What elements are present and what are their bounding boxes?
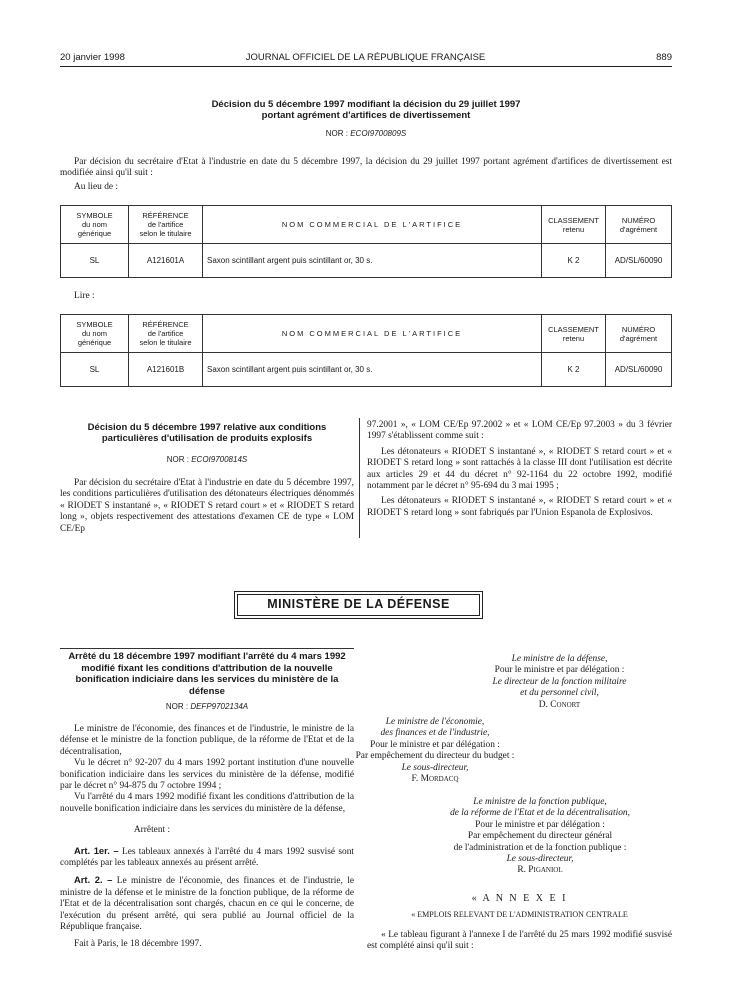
decision2-title: Décision du 5 décembre 1997 relative aux conditions particulières d'utilisation de produits explosifs xyxy=(87,422,327,444)
arrete-nor: NOR : DEFP9702134A xyxy=(165,702,249,711)
header-date: 20 janvier 1998 xyxy=(60,52,125,63)
th-nom: NOM COMMERCIAL DE L'ARTIFICE xyxy=(203,206,542,244)
signature-fonction-publique: Le ministre de la fonction publique, de la réforme de l'Etat et de la décentralisation, Pour le ministre et par délégation : Par empêchement du directeur général de l'administration et de la fonction publique : Le sous-directeur, R. Piganiol xyxy=(450,797,630,876)
th-reference: RÉFÉRENCE de l'artifice selon le titulaire xyxy=(129,206,203,244)
table-after: SYMBOLE du nom générique RÉFÉRENCE de l'artifice selon le titulaire NOM COMMERCIAL DE L'ARTIFICE CLASSEMENT retenu NUMÉRO d'agrément SL A121601B Saxon scintillant argent puis scintillant or, 30 s. K 2 AD/SL/60090 xyxy=(60,314,672,387)
annexe-title: « A N N E X E I xyxy=(471,893,568,904)
table-row: SL A121601A Saxon scintillant argent puis scintillant or, 30 s. K 2 AD/SL/60090 xyxy=(61,244,672,278)
arrete-title: Arrêté du 18 décembre 1997 modifiant l'arrêté du 4 mars 1992 modifié fixant les conditions d'attribution de la nouvelle bonification indiciaire dans les services du ministère de la défense xyxy=(68,651,346,697)
lire: Lire : xyxy=(74,291,95,301)
annexe-subtitle: « EMPLOIS RELEVANT DE L'ADMINISTRATION CENTRALE xyxy=(411,910,628,919)
arrete-rule xyxy=(60,648,354,649)
table-before xyxy=(60,205,672,278)
journal-title: JOURNAL OFFICIEL DE LA RÉPUBLIQUE FRANÇAISE xyxy=(245,52,486,63)
ministry-heading: MINISTÈRE DE LA DÉFENSE xyxy=(237,594,480,616)
column-divider xyxy=(359,418,360,538)
signature-economie: Le ministre de l'économie, des finances et de l'industrie, Pour le ministre et par délégation : Par empêchement du directeur du budget : Le sous-directeur, F. Mordacq xyxy=(355,717,515,785)
decision1-title: Décision du 5 décembre 1997 modifiant la décision du 29 juillet 1997 portant agrément d'artifices de divertissement xyxy=(211,99,521,121)
th-classement: CLASSEMENT retenu xyxy=(542,206,606,244)
decision2-right: 97.2001 », « LOM CE/Ep 97.2002 » et « LOM CE/Ep 97.2003 » du 3 février 1997 s'établissent comme suit : Les détonateurs « RIODET S instantané », « RIODET S retard court » et « RIODET S retard long » sont rattachés à la classe III dont l'utilisation est décrite aux articles 29 et 44 du décret n° 92-1164 du 22 octobre 1992, modifié notamment par le décret n° 95-694 du 3 mai 1995 ; Les détonateurs « RIODET S instantané », « RIODET S retard court » et « RIODET S retard long » sont fabriqués par l'Union Espanola de Explosivos. xyxy=(367,420,672,518)
decision2-nor: NOR : ECOI9700814S xyxy=(166,455,248,464)
annexe-text: « Le tableau figurant à l'annexe I de l'arrêté du 25 mars 1992 modifié susvisé est complété ainsi qu'il suit : xyxy=(367,930,672,952)
decision1-nor: NOR : ECOI9700809S xyxy=(325,129,407,138)
page-number: 889 xyxy=(656,52,672,63)
th-symbole: SYMBOLE du nom générique xyxy=(61,206,129,244)
au-lieu-de: Au lieu de : xyxy=(74,182,119,192)
th-numero: NUMÉRO d'agrément xyxy=(606,206,672,244)
decision2-para1: Par décision du secrétaire d'Etat à l'industrie en date du 5 décembre 1997, les conditions particulières d'utilisation des détonateurs électriques dénommés « RIODET S instantané », « RIODET S retard court » et « RIODET S retard long », objets respectivement des attestations d'examen CE de type « LOM CE/Ep xyxy=(60,478,354,534)
signature-defense: Le ministre de la défense, Pour le ministre et par délégation : Le directeur de la fonction militaire et du personnel civil, D. Conort xyxy=(492,654,627,710)
arrete-body: Le ministre de l'économie, des finances et de l'industrie, le ministre de la défense et le ministre de la fonction publique, de la réforme de l'Etat et de la décentralisation, Vu le décret n° 92-207 du 4 mars 1992 portant institution d'une nouvelle bonification indiciaire dans les services du ministère de la défense, modifié par le décret n° 94-875 du 7 octobre 1994 ; Vu l'arrêté du 4 mars 1992 modifié fixant les conditions d'attribution de la nouvelle bonification indiciaire dans les services du ministère de la défense, Arrêtent : Art. 1er. – Les tableaux annexés à l'arrêté du 4 mars 1992 susvisé sont complétés par les tableaux annexés au présent arrêté. Art. 2. – Le ministre de l'économie, des finances et de l'industrie, le ministre de la défense et le ministre de la fonction publique, de la réforme de l'Etat et de la décentralisation sont chargés, chacun en ce qui le concerne, de l'exécution du présent arrêté, qui sera publié au Journal officiel de la République française. Fait à Paris, le 18 décembre 1997. xyxy=(60,724,355,949)
header-rule xyxy=(60,66,672,67)
table-row: SL A121601B Saxon scintillant argent puis scintillant or, 30 s. K 2 AD/SL/60090 xyxy=(61,353,672,387)
decision1-intro: Par décision du secrétaire d'Etat à l'industrie en date du 5 décembre 1997, la décision du 29 juillet 1997 portant agrément d'artifices de divertissement est modifiée ainsi qu'il suit : xyxy=(60,157,672,179)
